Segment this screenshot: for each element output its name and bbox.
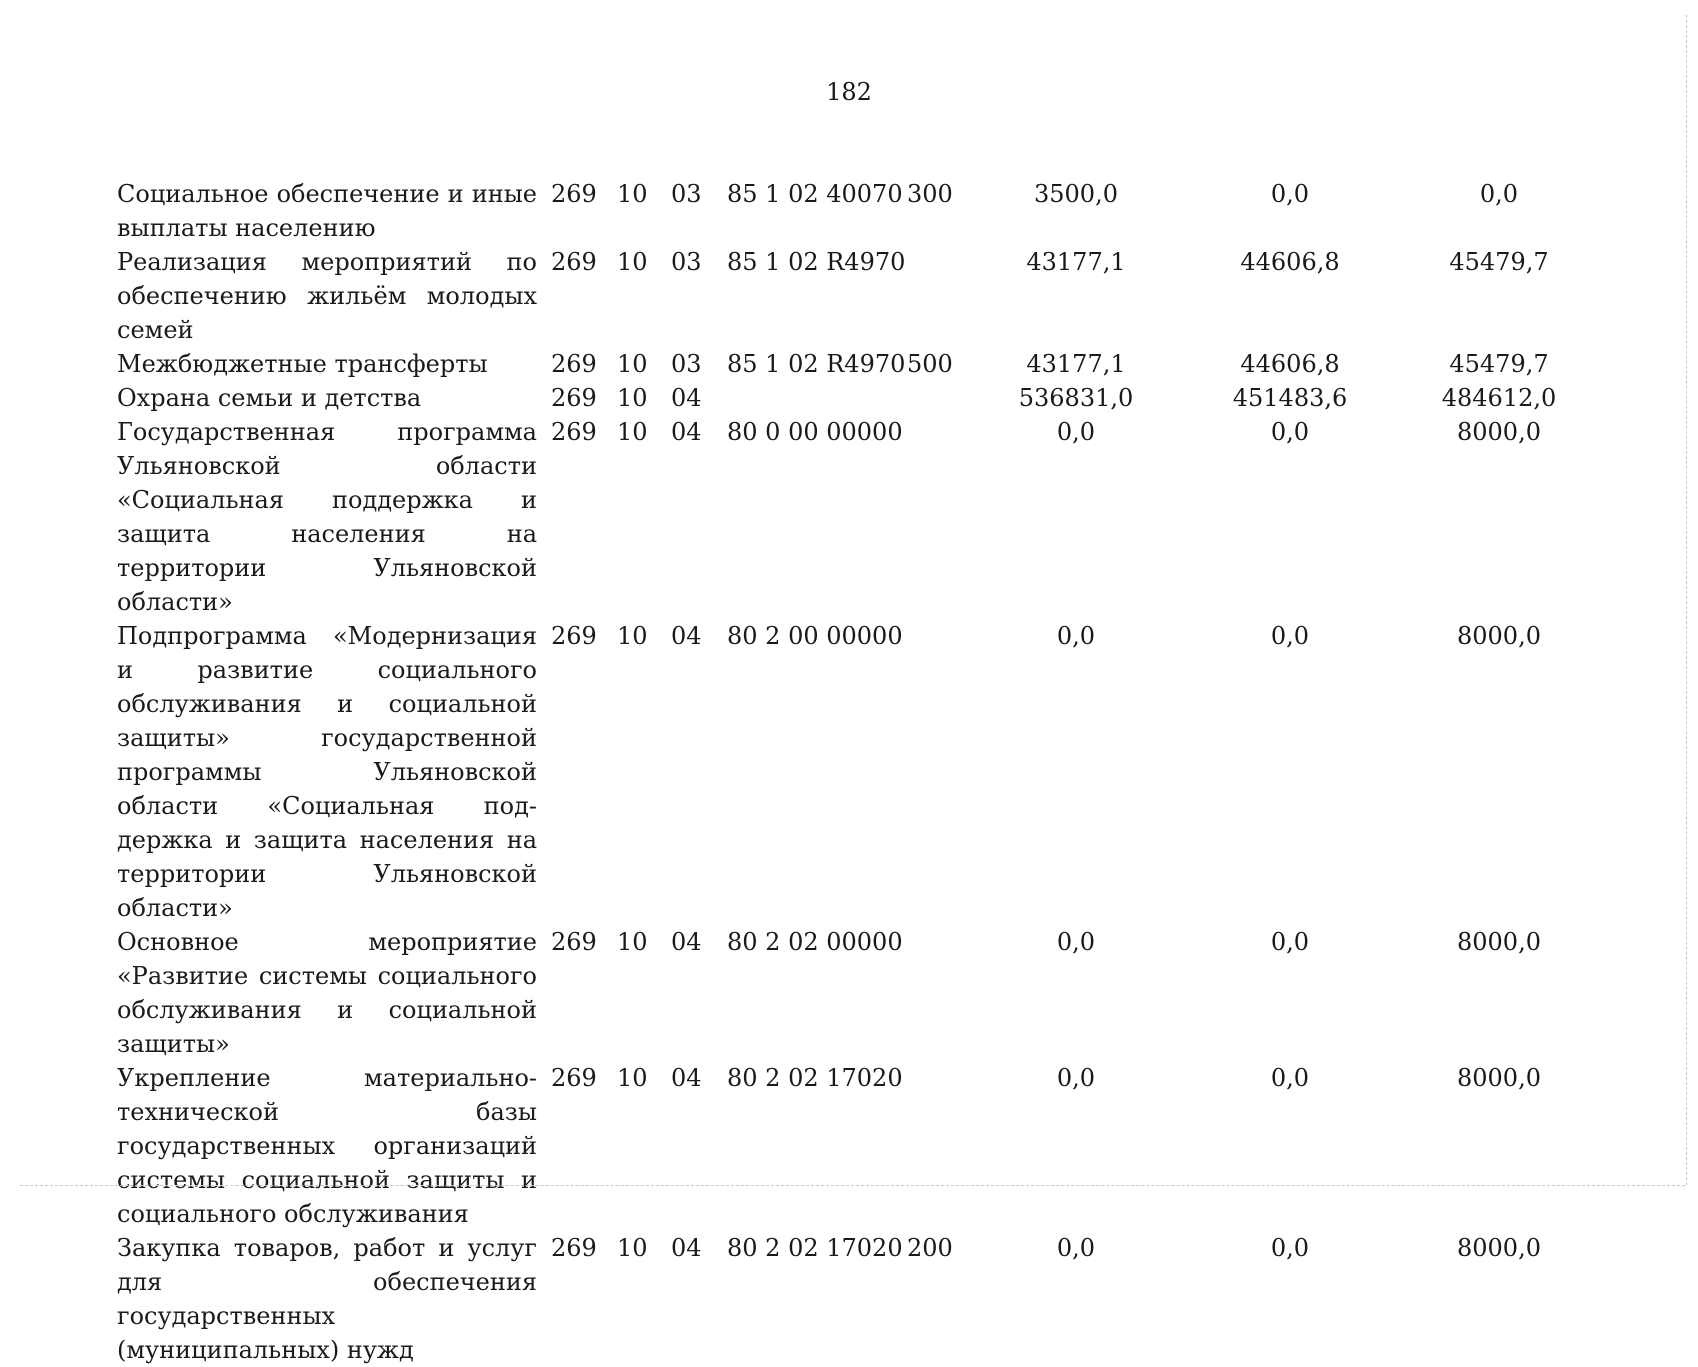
row-year3: 484612,0 [1441, 384, 1557, 412]
row-csr: 85 1 02 R4970 [727, 350, 906, 378]
row-year2: 0,0 [1270, 928, 1310, 956]
row-csr: 80 2 02 17020 [727, 1064, 903, 1092]
row-rz: 10 [617, 1234, 648, 1262]
table-row [117, 415, 1599, 619]
row-year3: 8000,0 [1457, 622, 1541, 650]
row-name: Охрана семьи и детства [117, 384, 422, 412]
row-vr [907, 619, 971, 925]
row-rz: 10 [617, 418, 648, 446]
budget-table [117, 177, 1599, 1367]
row-vr: 200 [907, 1234, 953, 1262]
row-year2: 0,0 [1270, 1234, 1310, 1262]
row-pr: 04 [671, 622, 702, 650]
row-pr: 04 [671, 418, 702, 446]
row-vr [907, 1061, 971, 1231]
row-name: Укрепление материально-технической базы государственных организаций системы социальной защиты и социального обслуживания [117, 1064, 537, 1228]
row-vr [907, 245, 971, 347]
row-name: Социальное обеспечение и иные выплаты населению [117, 180, 537, 242]
row-gr: 269 [551, 622, 597, 650]
row-year2: 0,0 [1270, 622, 1310, 650]
row-vr [907, 925, 971, 1061]
table-row [117, 381, 1599, 415]
row-name: Государственная программа Ульяновской области «Социальная поддержка и защита населения на территории Ульяновской области» [117, 418, 537, 616]
row-year1: 0,0 [1056, 622, 1096, 650]
row-pr: 04 [671, 928, 702, 956]
page-number: 182 [826, 78, 872, 106]
row-pr: 03 [671, 350, 702, 378]
row-rz: 10 [617, 928, 648, 956]
row-rz: 10 [617, 180, 648, 208]
row-gr: 269 [551, 928, 597, 956]
row-year2: 44606,8 [1240, 248, 1340, 276]
row-year2: 0,0 [1270, 180, 1310, 208]
row-vr [907, 415, 971, 619]
row-year3: 8000,0 [1457, 1234, 1541, 1262]
table-row [117, 619, 1599, 925]
row-year1: 536831,0 [1018, 384, 1134, 412]
row-gr: 269 [551, 384, 597, 412]
row-csr: 80 2 02 17020 [727, 1234, 903, 1262]
row-year2: 451483,6 [1232, 384, 1348, 412]
row-pr: 03 [671, 248, 702, 276]
table-row [117, 1061, 1599, 1231]
row-pr: 04 [671, 384, 702, 412]
row-rz: 10 [617, 350, 648, 378]
row-gr: 269 [551, 350, 597, 378]
row-year3: 45479,7 [1449, 350, 1549, 378]
row-year2: 44606,8 [1240, 350, 1340, 378]
row-gr: 269 [551, 1234, 597, 1262]
row-year3: 45479,7 [1449, 248, 1549, 276]
row-vr [907, 381, 971, 415]
row-gr: 269 [551, 1064, 597, 1092]
row-name: Основное мероприятие «Развитие системы социального обслуживания и социальной защиты» [117, 928, 537, 1058]
scan-edge-right [1686, 15, 1687, 1185]
table-row [117, 925, 1599, 1061]
row-csr: 85 1 02 40070 [727, 180, 903, 208]
row-year3: 8000,0 [1457, 418, 1541, 446]
row-rz: 10 [617, 622, 648, 650]
row-year1: 0,0 [1056, 928, 1096, 956]
row-name: Закупка товаров, работ и услуг для обеспечения государственных (муниципальных) нужд [117, 1234, 537, 1364]
row-gr: 269 [551, 180, 597, 208]
row-year2: 0,0 [1270, 418, 1310, 446]
row-csr: 80 2 02 00000 [727, 928, 903, 956]
row-year2: 0,0 [1270, 1064, 1310, 1092]
row-year1: 0,0 [1056, 418, 1096, 446]
row-rz: 10 [617, 384, 648, 412]
row-pr: 03 [671, 180, 702, 208]
table-row [117, 245, 1599, 347]
row-csr [727, 381, 907, 415]
row-csr: 80 2 00 00000 [727, 622, 903, 650]
row-year3: 8000,0 [1457, 1064, 1541, 1092]
row-rz: 10 [617, 1064, 648, 1092]
row-name: Межбюджетные трансферты [117, 350, 488, 378]
row-gr: 269 [551, 418, 597, 446]
row-year3: 0,0 [1479, 180, 1519, 208]
row-year1: 43177,1 [1026, 350, 1126, 378]
table-row [117, 1231, 1599, 1367]
row-name: Подпрограмма «Модернизация и развитие социального обслуживания и социальной защиты» государственной программы Ульяновской области «Социальная поддержка и защита населения на территории Ульяновской области» [117, 622, 537, 922]
scan-edge-bottom [20, 1185, 1685, 1186]
row-pr: 04 [671, 1234, 702, 1262]
table-row [117, 347, 1599, 381]
row-name: Реализация мероприятий по обеспечению жильём молодых семей [117, 248, 537, 344]
row-rz: 10 [617, 248, 648, 276]
row-year1: 0,0 [1056, 1064, 1096, 1092]
row-year1: 0,0 [1056, 1234, 1096, 1262]
row-year1: 43177,1 [1026, 248, 1126, 276]
row-pr: 04 [671, 1064, 702, 1092]
table-row [117, 177, 1599, 245]
row-csr: 85 1 02 R4970 [727, 248, 906, 276]
row-year1: 3500,0 [1034, 180, 1118, 208]
row-vr: 300 [907, 180, 953, 208]
row-csr: 80 0 00 00000 [727, 418, 903, 446]
row-year3: 8000,0 [1457, 928, 1541, 956]
row-vr: 500 [907, 350, 953, 378]
row-gr: 269 [551, 248, 597, 276]
